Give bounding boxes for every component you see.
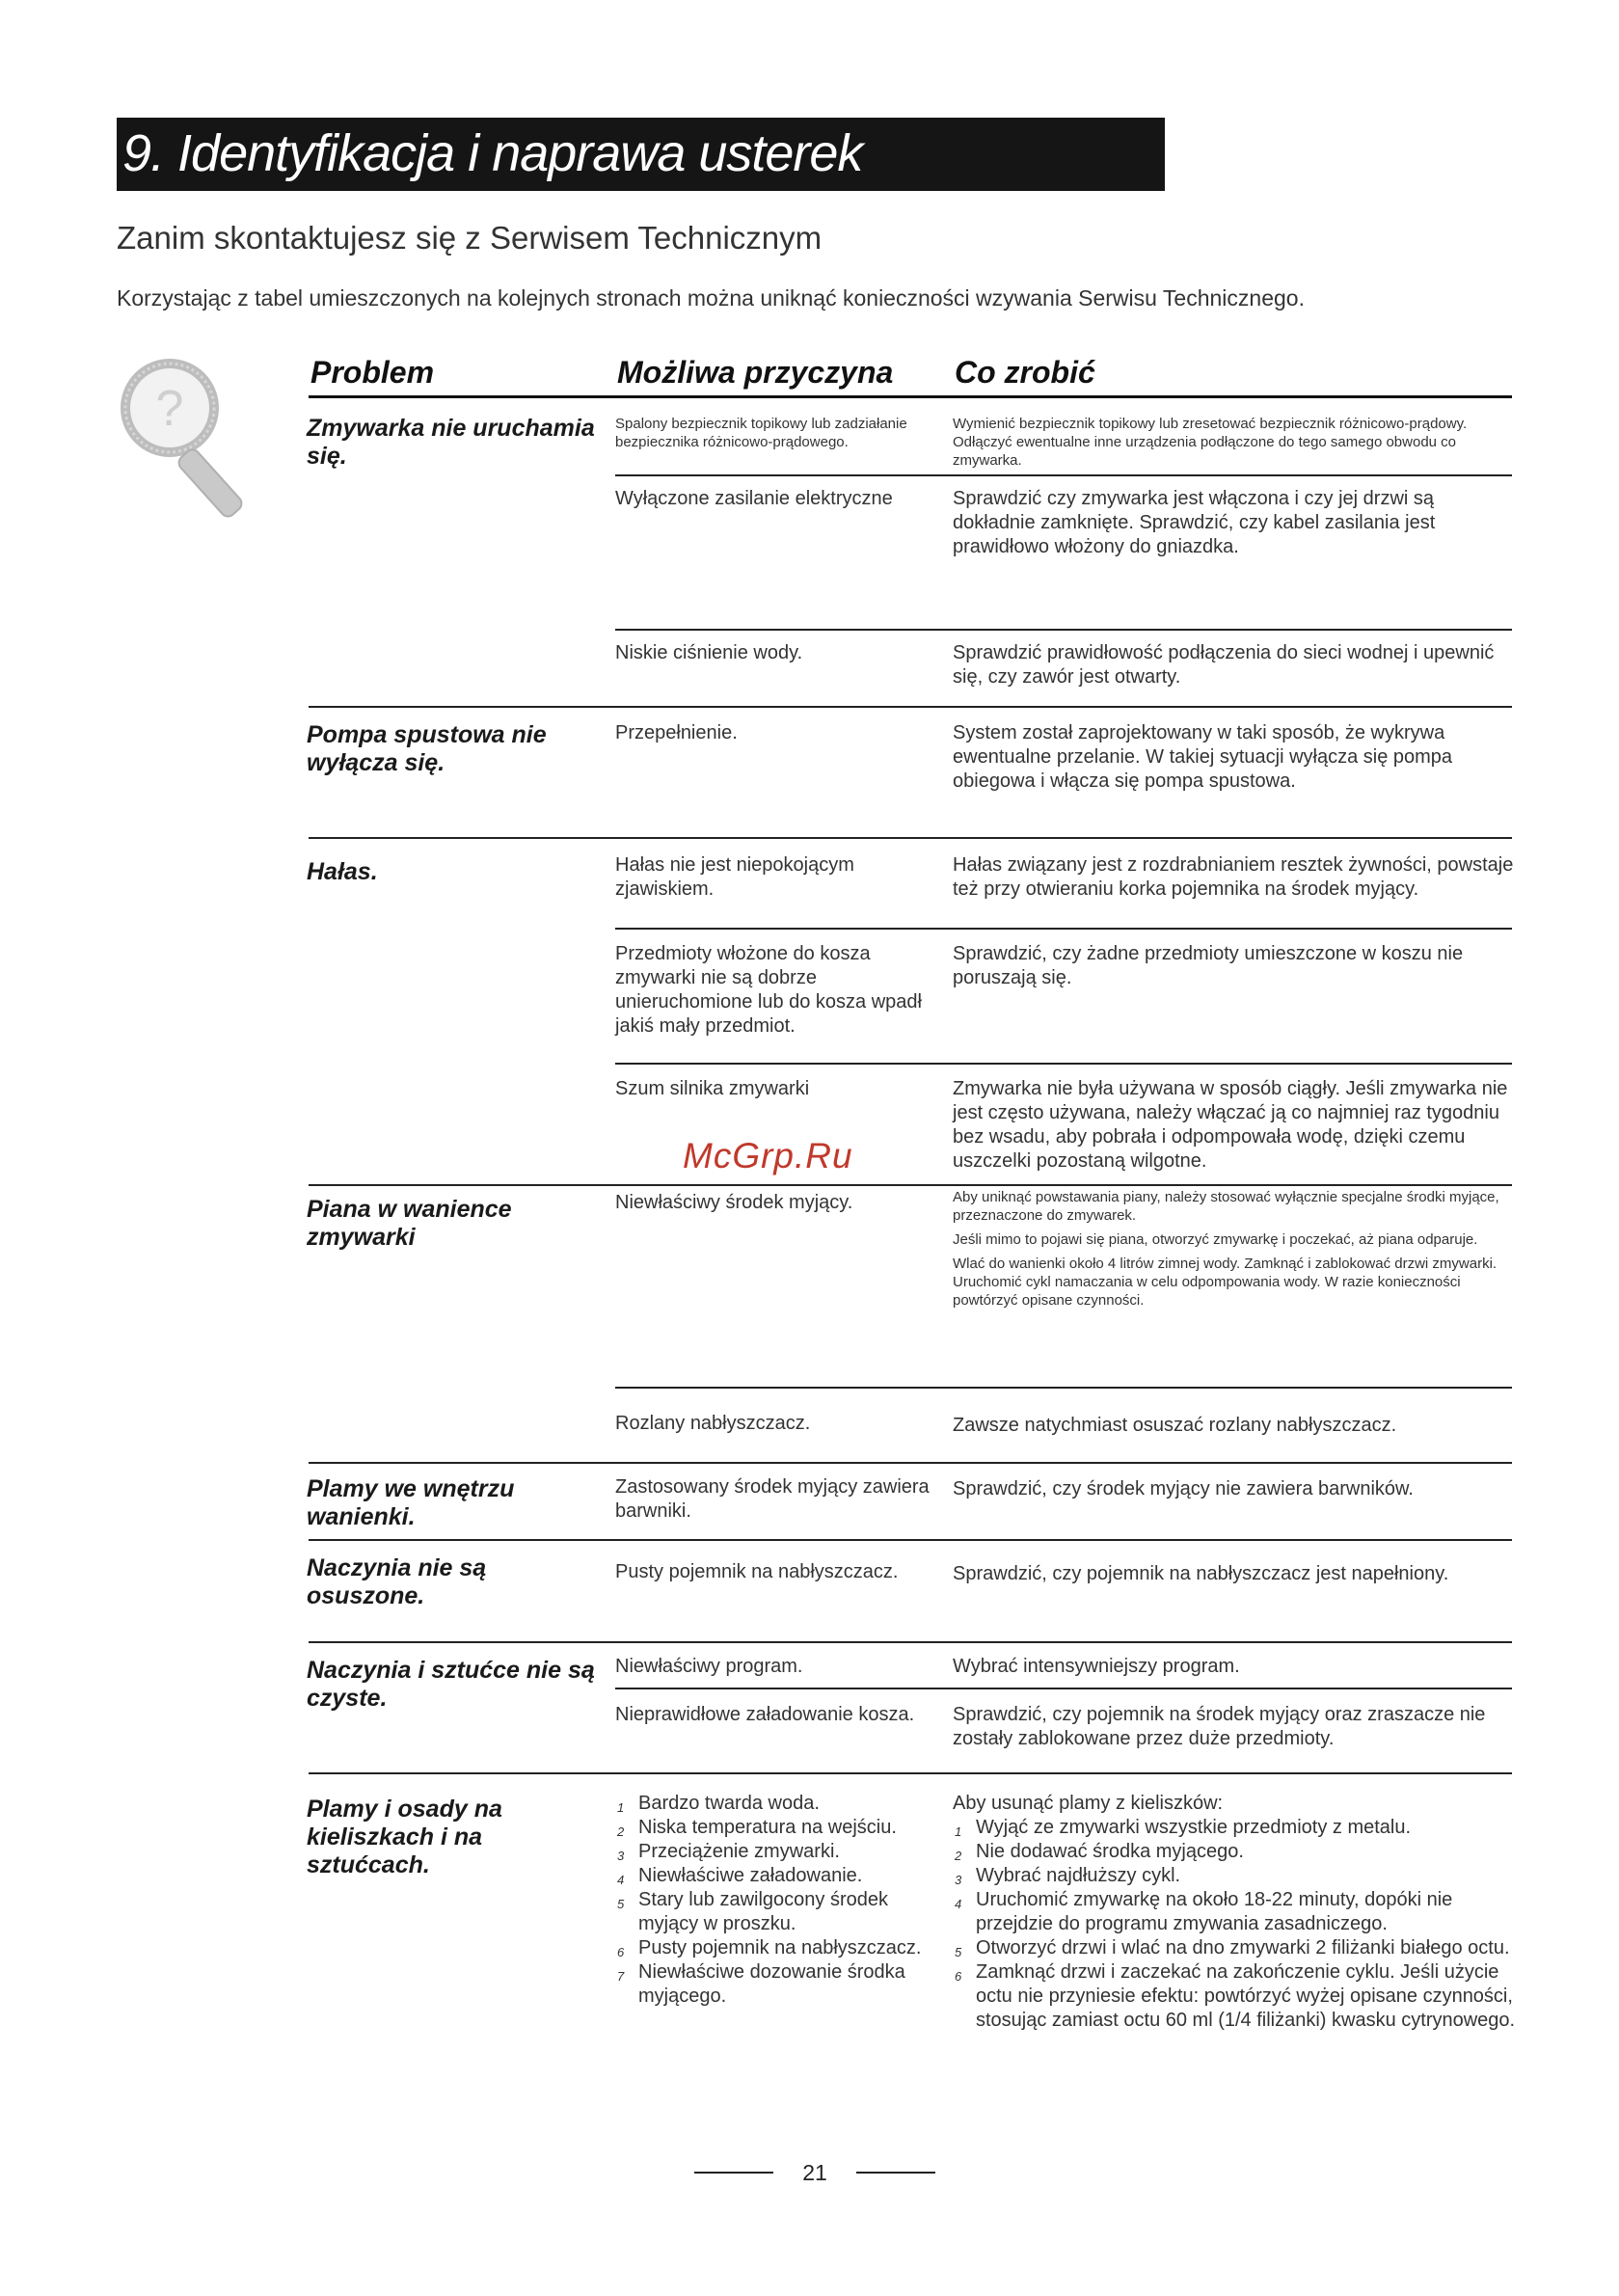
column-header-fix: Co zrobić <box>955 355 1095 390</box>
cause-text: Niskie ciśnienie wody. <box>615 642 803 663</box>
problem-label: Plamy i osady na kieliszkach i na sztućcach. <box>307 1796 502 1878</box>
problem-label: Hałas. <box>307 858 378 885</box>
row-divider <box>615 1688 1512 1689</box>
magnifier-question-icon <box>114 352 273 530</box>
problem-label: Plamy we wnętrzu wanienki. <box>307 1475 515 1530</box>
fix-list-item: 2 Nie dodawać środka myjącego. <box>955 1841 1244 1863</box>
cause-text: Niewłaściwy program. <box>615 1656 803 1677</box>
problem-label: Pompa spustowa nie wyłącza się. <box>307 721 547 776</box>
fix-block <box>953 1188 1518 1315</box>
cause-text: Hałas nie jest niepokojącym zjawiskiem. <box>615 854 854 900</box>
fix-text: Sprawdzić, czy pojemnik na środek myjący oraz zraszacze nie zostały zablokowane przez duże przedmioty. <box>953 1704 1486 1749</box>
row-divider <box>309 1772 1512 1774</box>
column-header-cause: Możliwa przyczyna <box>617 355 894 390</box>
row-divider <box>309 1184 1512 1186</box>
cause-list-item: 5 Stary lub zawilgocony środek myjący w proszku. <box>617 1889 889 1934</box>
row-divider <box>615 1063 1512 1065</box>
cause-list-item: 6 Pusty pojemnik na nabłyszczacz. <box>617 1937 922 1959</box>
row-divider <box>309 1539 1512 1541</box>
cause-list-item: 1 Bardzo twarda woda. <box>617 1793 820 1815</box>
section-title: 9. Identyfikacja i naprawa usterek <box>122 124 863 182</box>
cause-list-item: 4 Niewłaściwe załadowanie. <box>617 1865 863 1887</box>
problem-label: Piana w wanience zmywarki <box>307 1196 512 1251</box>
row-divider <box>615 1387 1512 1389</box>
fix-text: Zawsze natychmiast osuszać rozlany nabłyszczacz. <box>953 1415 1397 1436</box>
fix-list-item: 5 Otworzyć drzwi i wlać na dno zmywarki 2 filiżanki białego octu. <box>955 1937 1510 1959</box>
fix-list-item: 3 Wybrać najdłuższy cykl. <box>955 1865 1181 1887</box>
fix-text: Sprawdzić, czy pojemnik na nabłyszczacz jest napełniony. <box>953 1563 1449 1584</box>
fix-text: Sprawdzić, czy żadne przedmioty umieszczone w koszu nie poruszają się. <box>953 943 1464 988</box>
problem-label: Naczynia nie są osuszone. <box>307 1554 487 1609</box>
row-divider <box>615 928 1512 930</box>
fix-text: Hałas związany jest z rozdrabnianiem resztek żywności, powstaje też przy otwieraniu korka pojemnika na środek myjący. <box>953 854 1514 900</box>
column-header-problem: Problem <box>310 355 435 390</box>
row-divider <box>309 1462 1512 1464</box>
svg-text:?: ? <box>155 381 184 437</box>
page-number: 21 <box>802 2160 827 2185</box>
problem-label: Naczynia i sztućce nie są czyste. <box>307 1657 595 1712</box>
row-divider <box>615 474 1512 476</box>
fix-text: Zmywarka nie była używana w sposób ciągły. Jeśli zmywarka nie jest często używana, należy włączać ją co najmniej raz tygodniu bez wsadu, aby pobrała i odpompowała wodę, dzięki czemu uszczelki pozostaną wilgotne. <box>953 1078 1508 1172</box>
watermark: McGrp.Ru <box>683 1136 853 1175</box>
cause-text: Zastosowany środek myjący zawiera barwniki. <box>615 1476 930 1522</box>
cause-text: Pusty pojemnik na nabłyszczacz. <box>615 1561 899 1582</box>
fix-text: Wymienić bezpiecznik topikowy lub zresetować bezpiecznik różnicowo-prądowy. Odłączyć ewentualne inne urządzenia podłączone do tego samego obwodu co zmywarka. <box>953 416 1468 469</box>
row-divider <box>309 706 1512 708</box>
problem-label: Zmywarka nie uruchamia się. <box>307 415 595 470</box>
row-divider <box>309 1641 1512 1643</box>
subtitle: Zanim skontaktujesz się z Serwisem Technicznym <box>117 220 823 256</box>
fix-list-block <box>953 1792 1518 2033</box>
cause-text: Przepełnienie. <box>615 722 738 743</box>
row-divider <box>309 837 1512 839</box>
fix-list-item: 6 Zamknąć drzwi i zaczekać na zakończenie cyklu. Jeśli użycie octu nie przyniesie efektu: powtórzyć wyżej opisane czynności, stosując zamiast octu 60 ml (1/4 filiżanki) kwasku cytrynowego. <box>955 1961 1516 2031</box>
cause-text: Rozlany nabłyszczacz. <box>615 1413 811 1434</box>
cause-list-item: 2 Niska temperatura na wejściu. <box>617 1817 897 1839</box>
fix-text: System został zaprojektowany w taki sposób, że wykrywa ewentualne przelanie. W takiej sytuacji wyłącza się pompa obiegowa i włącza się pompa spustowa. <box>953 722 1453 792</box>
footer-line-right <box>856 2172 935 2174</box>
cause-text: Wyłączone zasilanie elektryczne <box>615 488 893 509</box>
row-divider <box>615 629 1512 631</box>
cause-list-item: 7 Niewłaściwe dozowanie środka myjącego. <box>617 1961 905 2007</box>
cause-text: Nieprawidłowe załadowanie kosza. <box>615 1704 915 1725</box>
fix-text: Sprawdzić prawidłowość podłączenia do sieci wodnej i upewnić się, czy zawór jest otwarty. <box>953 642 1495 688</box>
cause-text: Spalony bezpiecznik topikowy lub zadziałanie bezpiecznika różnicowo-prądowego. <box>615 416 907 450</box>
cause-text: Szum silnika zmywarki <box>615 1078 810 1099</box>
fix-paragraph: Wlać do wanienki około 4 litrów zimnej wody. Zamknąć i zablokować drzwi zmywarki. Uruchomić cykl namaczania w celu odpompowania wody. W razie konieczności powtórzyć opisane czynności. <box>953 1256 1498 1309</box>
fix-list-item: 1 Wyjąć ze zmywarki wszystkie przedmioty z metalu. <box>955 1817 1412 1839</box>
page-footer <box>694 2160 935 2189</box>
fix-intro: Aby usunąć plamy z kieliszków: <box>953 1793 1224 1814</box>
cause-list <box>615 1792 933 2009</box>
fix-paragraph: Jeśli mimo to pojawi się piana, otworzyć zmywarkę i poczekać, aż piana odparuje. <box>953 1231 1478 1248</box>
fix-text: Wybrać intensywniejszy program. <box>953 1656 1240 1677</box>
cause-text: Przedmioty włożone do kosza zmywarki nie są dobrze unieruchomione lub do kosza wpadł jakiś mały przedmiot. <box>615 943 922 1037</box>
fix-list-item: 4 Uruchomić zmywarkę na około 18-22 minuty, dopóki nie przejdzie do programu zmywania zasadniczego. <box>955 1889 1453 1934</box>
intro-text: Korzystając z tabel umieszczonych na kolejnych stronach można uniknąć konieczności wzywania Serwisu Technicznego. <box>117 285 1305 311</box>
fix-text: Sprawdzić czy zmywarka jest włączona i czy jej drzwi są dokładnie zamknięte. Sprawdzić, czy kabel zasilania jest prawidłowo włożony do gniazdka. <box>953 488 1436 557</box>
cause-list-item: 3 Przeciążenie zmywarki. <box>617 1841 840 1863</box>
header-rule <box>309 395 1512 398</box>
fix-text: Sprawdzić, czy środek myjący nie zawiera barwników. <box>953 1478 1414 1499</box>
fix-paragraph: Aby uniknąć powstawania piany, należy stosować wyłącznie specjalne środki myjące, przeznaczone do zmywarek. <box>953 1189 1499 1224</box>
cause-text: Niewłaściwy środek myjący. <box>615 1192 853 1213</box>
section-banner <box>117 118 1165 191</box>
